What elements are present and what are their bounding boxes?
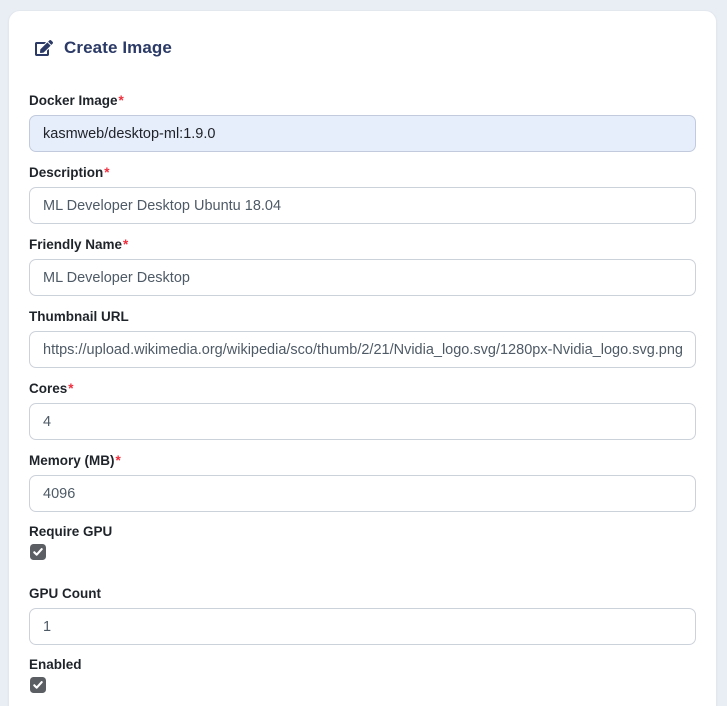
cores-label: Cores* <box>29 381 74 396</box>
form-group-thumbnail-url <box>29 307 694 368</box>
edit-icon <box>35 39 53 57</box>
docker-image-label: Docker Image* <box>29 93 124 108</box>
required-marker: * <box>118 93 124 108</box>
thumbnail-url-label: Thumbnail URL <box>29 309 129 324</box>
description-label: Description* <box>29 165 110 180</box>
form-group-enabled <box>29 656 694 695</box>
check-icon <box>33 547 43 557</box>
card-header <box>35 38 694 58</box>
page-title: Create Image <box>64 38 172 57</box>
description-input[interactable] <box>29 187 696 224</box>
required-marker: * <box>104 165 110 180</box>
memory-input[interactable] <box>29 475 696 512</box>
form-group-memory <box>29 451 694 512</box>
form-group-cores <box>29 379 694 440</box>
form-group-gpu-count <box>29 584 694 645</box>
required-marker: * <box>115 453 121 468</box>
memory-label: Memory (MB)* <box>29 453 121 468</box>
friendly-name-label: Friendly Name* <box>29 237 129 252</box>
required-marker: * <box>123 237 129 252</box>
create-image-card <box>8 10 717 706</box>
required-marker: * <box>68 381 74 396</box>
gpu-count-input[interactable] <box>29 608 696 645</box>
thumbnail-url-input[interactable] <box>29 331 696 368</box>
form-group-require-gpu <box>29 523 694 562</box>
require-gpu-checkbox[interactable] <box>30 544 46 560</box>
form-group-description <box>29 163 694 224</box>
enabled-label: Enabled <box>29 657 82 672</box>
form-group-friendly-name <box>29 235 694 296</box>
require-gpu-label: Require GPU <box>29 524 113 539</box>
form-group-docker-image <box>29 91 694 152</box>
check-icon <box>33 680 43 690</box>
docker-image-input[interactable] <box>29 115 696 152</box>
friendly-name-input[interactable] <box>29 259 696 296</box>
enabled-checkbox[interactable] <box>30 677 46 693</box>
gpu-count-label: GPU Count <box>29 586 101 601</box>
cores-input[interactable] <box>29 403 696 440</box>
